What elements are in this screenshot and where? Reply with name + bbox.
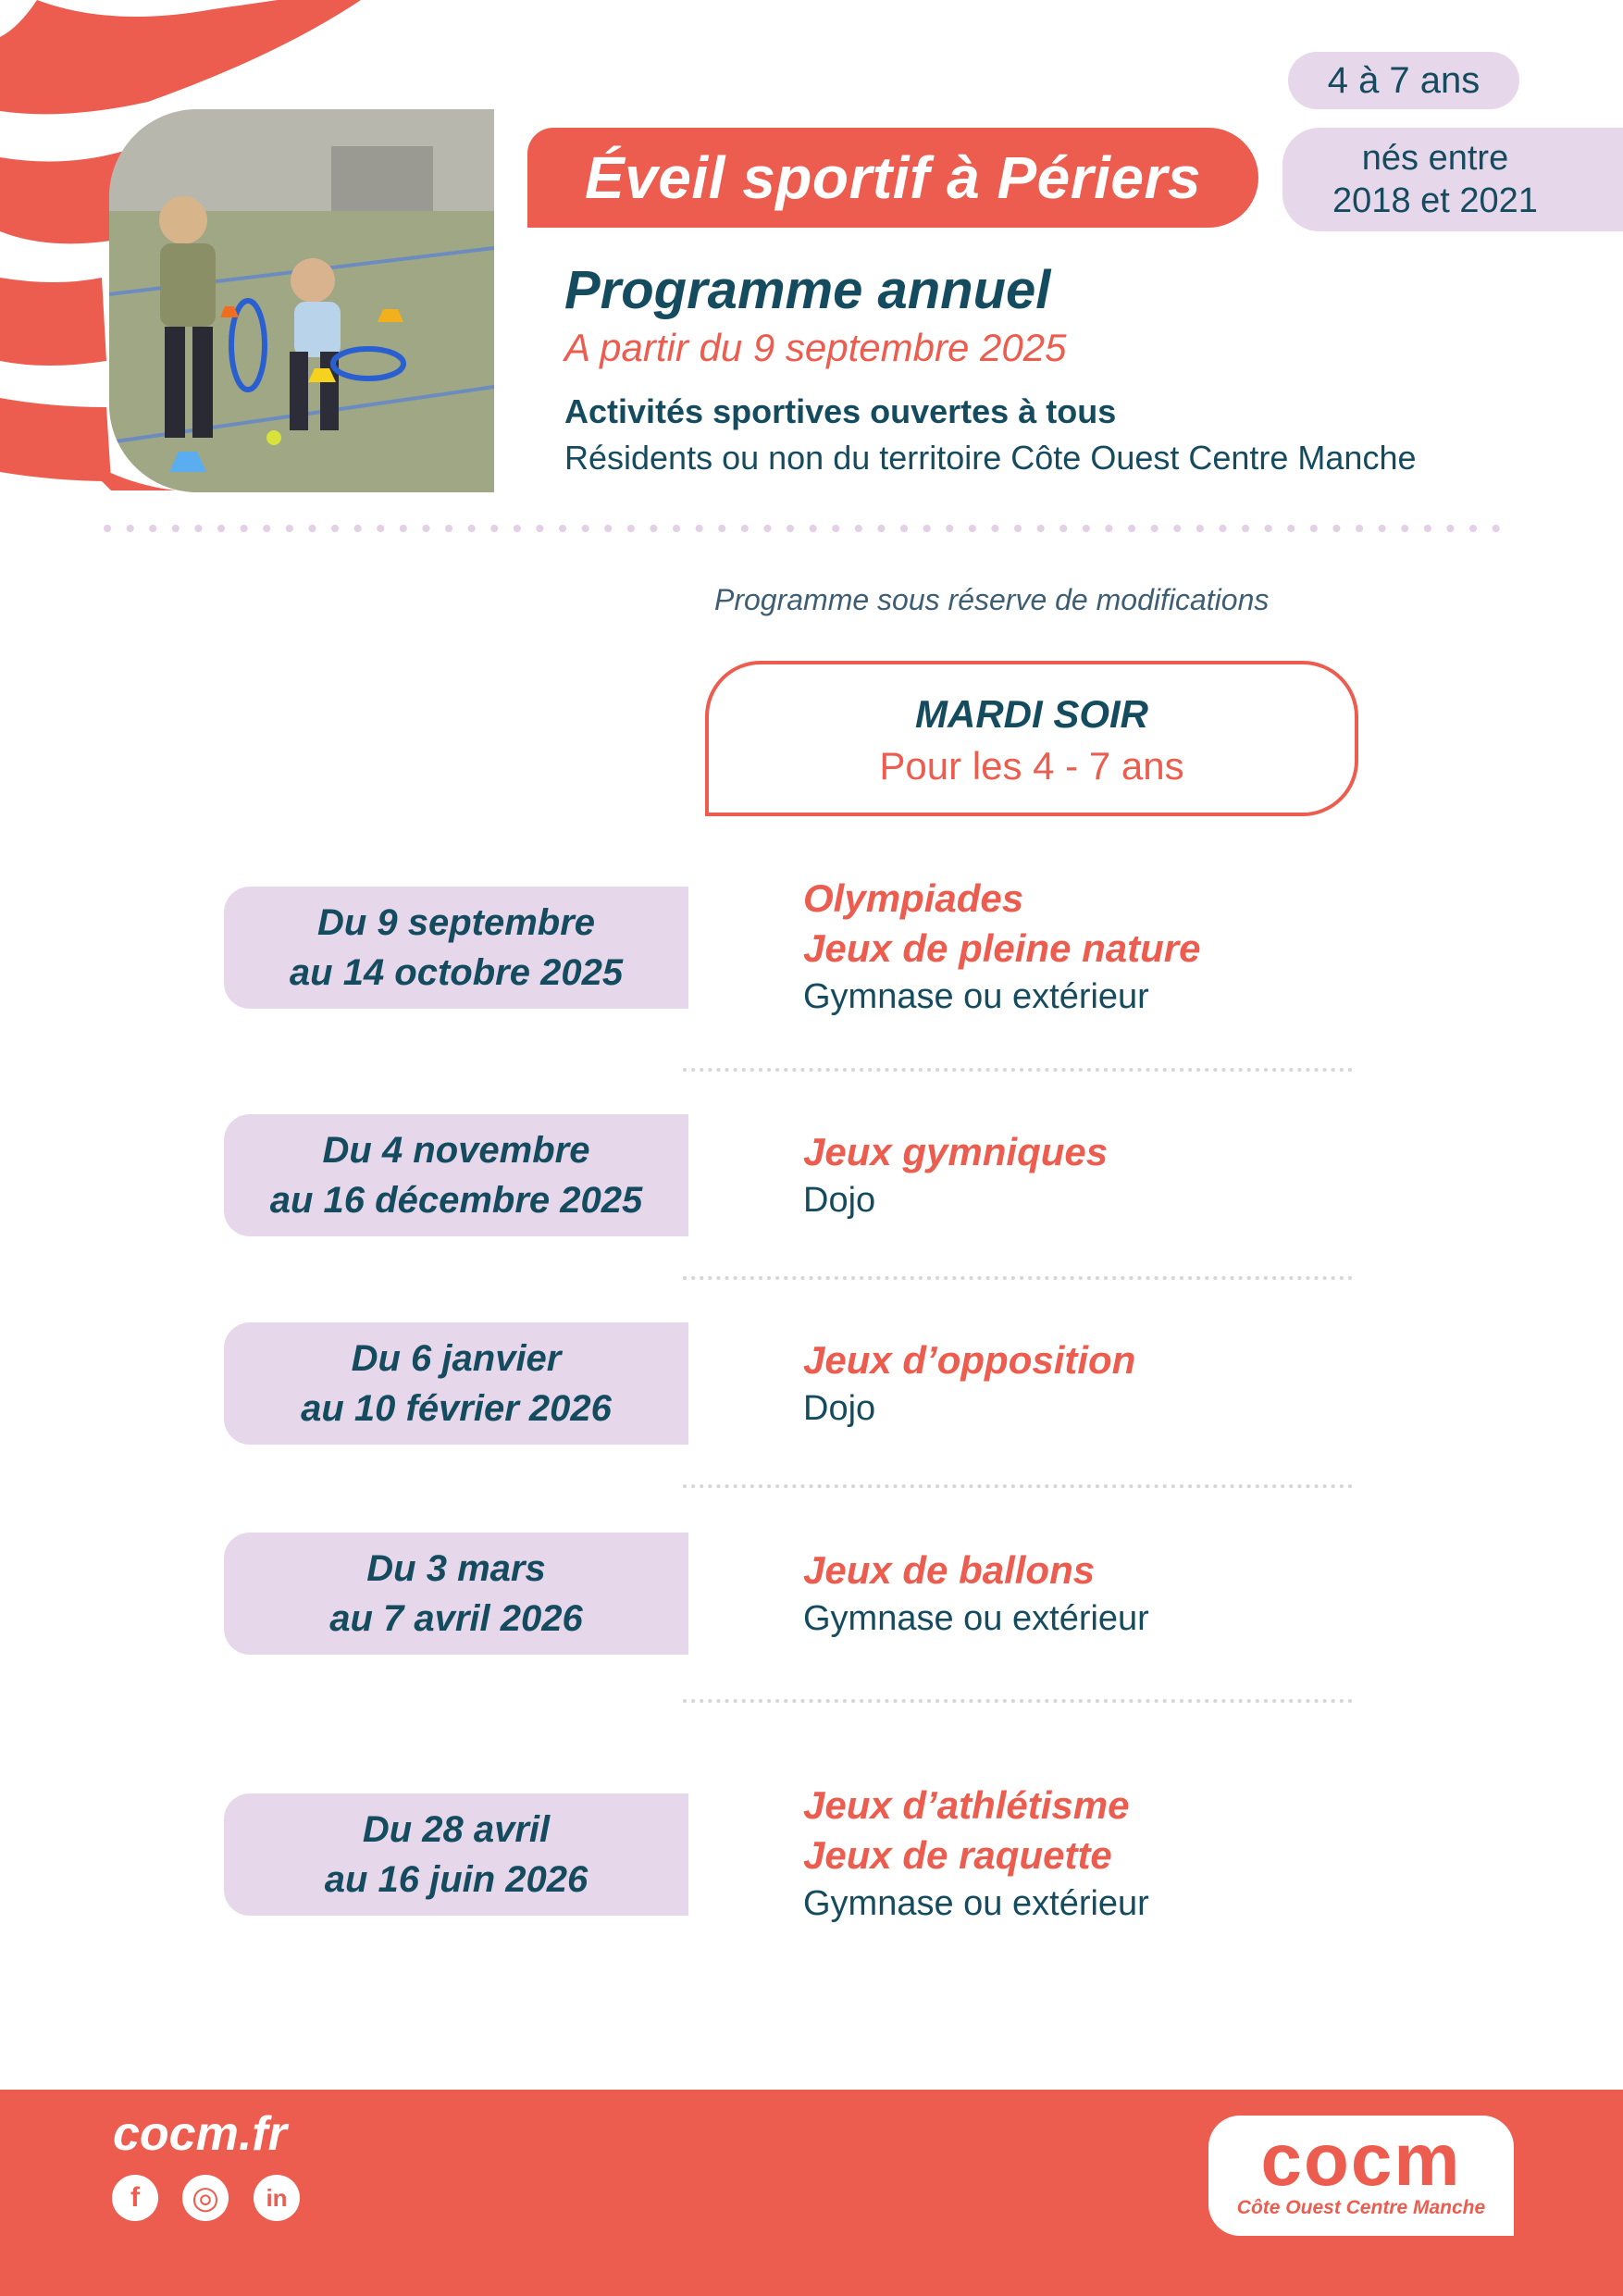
dotted-separator	[683, 1698, 1358, 1704]
dotted-separator	[683, 1483, 1358, 1489]
logo-subtitle: Côte Ouest Centre Manche	[1236, 2197, 1486, 2218]
session-age: Pour les 4 - 7 ans	[879, 744, 1184, 788]
age-range-badge: 4 à 7 ans	[1288, 52, 1519, 109]
date-start: Du 9 septembre	[316, 902, 596, 943]
date-end: au 14 octobre 2025	[289, 952, 624, 993]
date-end: au 7 avril 2026	[329, 1598, 583, 1639]
date-start: Du 4 novembre	[322, 1130, 590, 1171]
page-title: Éveil sportif à Périers	[527, 128, 1258, 228]
activity-block	[803, 1781, 1149, 1927]
date-range-pill	[224, 1533, 688, 1655]
activity-place: Gymnase ou extérieur	[803, 977, 1149, 1016]
instagram-icon[interactable]: ◎	[182, 2175, 229, 2221]
date-range-pill	[224, 1114, 688, 1236]
date-start: Du 3 mars	[366, 1548, 546, 1589]
date-end: au 10 février 2026	[301, 1388, 612, 1429]
activity-block	[803, 1127, 1108, 1223]
date-start: Du 28 avril	[362, 1809, 551, 1850]
date-start: Du 6 janvier	[351, 1338, 562, 1379]
born-line-1: nés entre	[1361, 139, 1509, 178]
activity-name: Jeux de pleine nature	[803, 926, 1201, 970]
date-end: au 16 décembre 2025	[269, 1180, 643, 1221]
activity-name: Jeux d’opposition	[803, 1338, 1136, 1382]
activities-subtext: Résidents ou non du territoire Côte Ouest Centre Manche	[564, 439, 1417, 477]
activity-name: Jeux d’athlétisme	[803, 1783, 1130, 1827]
activity-name: Jeux gymniques	[803, 1130, 1109, 1173]
dotted-separator	[683, 1275, 1358, 1281]
activity-place: Dojo	[803, 1389, 876, 1428]
birth-years-badge	[1282, 128, 1623, 231]
cocm-logo	[1208, 2116, 1514, 2236]
linkedin-icon[interactable]: in	[254, 2175, 300, 2221]
activity-name: Jeux de ballons	[803, 1548, 1096, 1592]
facebook-icon[interactable]: f	[112, 2175, 158, 2221]
born-line-2: 2018 et 2021	[1332, 181, 1538, 220]
activity-name: Olympiades	[803, 876, 1024, 920]
date-range-pill	[224, 887, 688, 1009]
dotted-divider	[104, 524, 1519, 533]
dotted-separator	[683, 1067, 1358, 1073]
activity-block	[803, 1335, 1135, 1432]
photo-children-playing	[109, 109, 494, 492]
session-day: MARDI SOIR	[915, 692, 1148, 736]
activity-place: Dojo	[803, 1181, 876, 1220]
activities-heading: Activités sportives ouvertes à tous	[564, 392, 1117, 430]
activity-block	[803, 1545, 1149, 1642]
program-start-date: A partir du 9 septembre 2025	[564, 326, 1067, 369]
activity-place: Gymnase ou extérieur	[803, 1884, 1149, 1923]
program-title: Programme annuel	[564, 260, 1051, 320]
disclaimer-note: Programme sous réserve de modifications	[714, 583, 1270, 616]
activity-name: Jeux de raquette	[803, 1833, 1112, 1877]
date-range-pill	[224, 1322, 688, 1445]
date-end: au 16 juin 2026	[324, 1859, 588, 1900]
date-range-pill	[224, 1793, 688, 1916]
website-link[interactable]: cocm.fr	[113, 2107, 287, 2161]
activity-place: Gymnase ou extérieur	[803, 1599, 1149, 1638]
activity-block	[803, 874, 1200, 1020]
session-box	[705, 661, 1358, 816]
logo-wordmark: cocm	[1260, 2118, 1462, 2201]
